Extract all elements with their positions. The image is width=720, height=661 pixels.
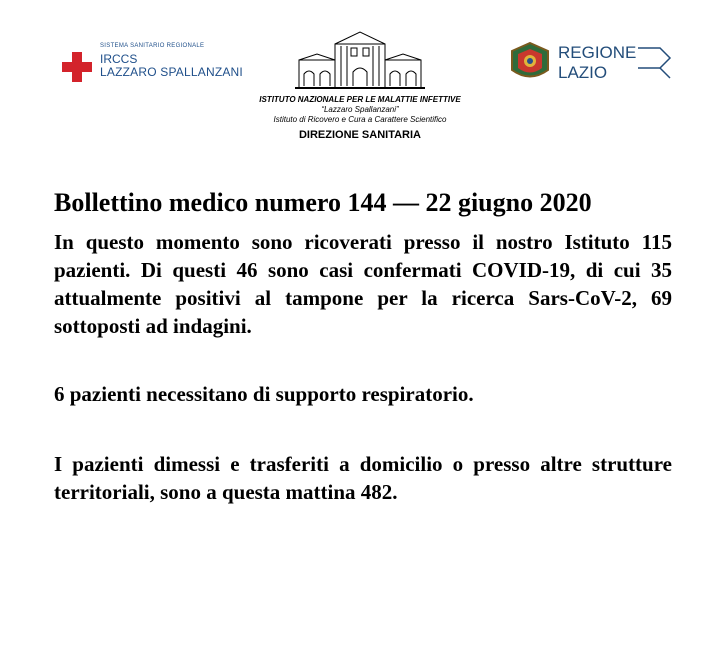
- department-name: DIREZIONE SANITARIA: [298, 129, 422, 141]
- red-cross-icon: [62, 52, 92, 82]
- bulletin-title: Bollettino medico numero 144 — 22 giugno 2020: [54, 188, 592, 217]
- bulletin-paragraph-respiratory: 6 pazienti necessitano di supporto respiratorio.: [54, 382, 474, 406]
- irccs-spallanzani-logo: [62, 40, 252, 84]
- lazio-text: LAZIO: [558, 63, 608, 82]
- regione-text: REGIONE: [558, 43, 637, 62]
- logo-system-text: SISTEMA SANITARIO REGIONALE: [100, 43, 205, 49]
- logo-irccs-text: IRCCS: [100, 52, 138, 66]
- regione-lazio-logo: [510, 42, 680, 86]
- regione-lazio-chevron-icon: [638, 44, 674, 80]
- institute-type: Istituto di Ricovero e Cura a Carattere Scientifico: [273, 115, 447, 124]
- logo-spallanzani-text: LAZZARO SPALLANZANI: [100, 65, 243, 79]
- regione-lazio-crest-icon: [510, 42, 550, 84]
- bulletin-paragraph-discharged: I pazienti dimessi e trasferiti a domicilio o presso altre strutture territoriali, sono a questa mattina 482.: [54, 452, 672, 504]
- bulletin-paragraph-patients: In questo momento sono ricoverati presso il nostro Istituto 115 pazienti. Di questi 46 sono casi confermati COVID-19, di cui 35 attualmente positivi al tampone per la ricerca Sars-CoV-2, 69 sottoposti ad indagini.: [54, 230, 672, 338]
- institute-building-icon: [295, 28, 425, 90]
- bulletin-content: [54, 186, 672, 506]
- institute-subtitle-name: “Lazzaro Spallanzani”: [321, 105, 399, 114]
- institute-name: ISTITUTO NAZIONALE PER LE MALATTIE INFETTIVE: [259, 95, 461, 104]
- institute-header: [240, 28, 480, 142]
